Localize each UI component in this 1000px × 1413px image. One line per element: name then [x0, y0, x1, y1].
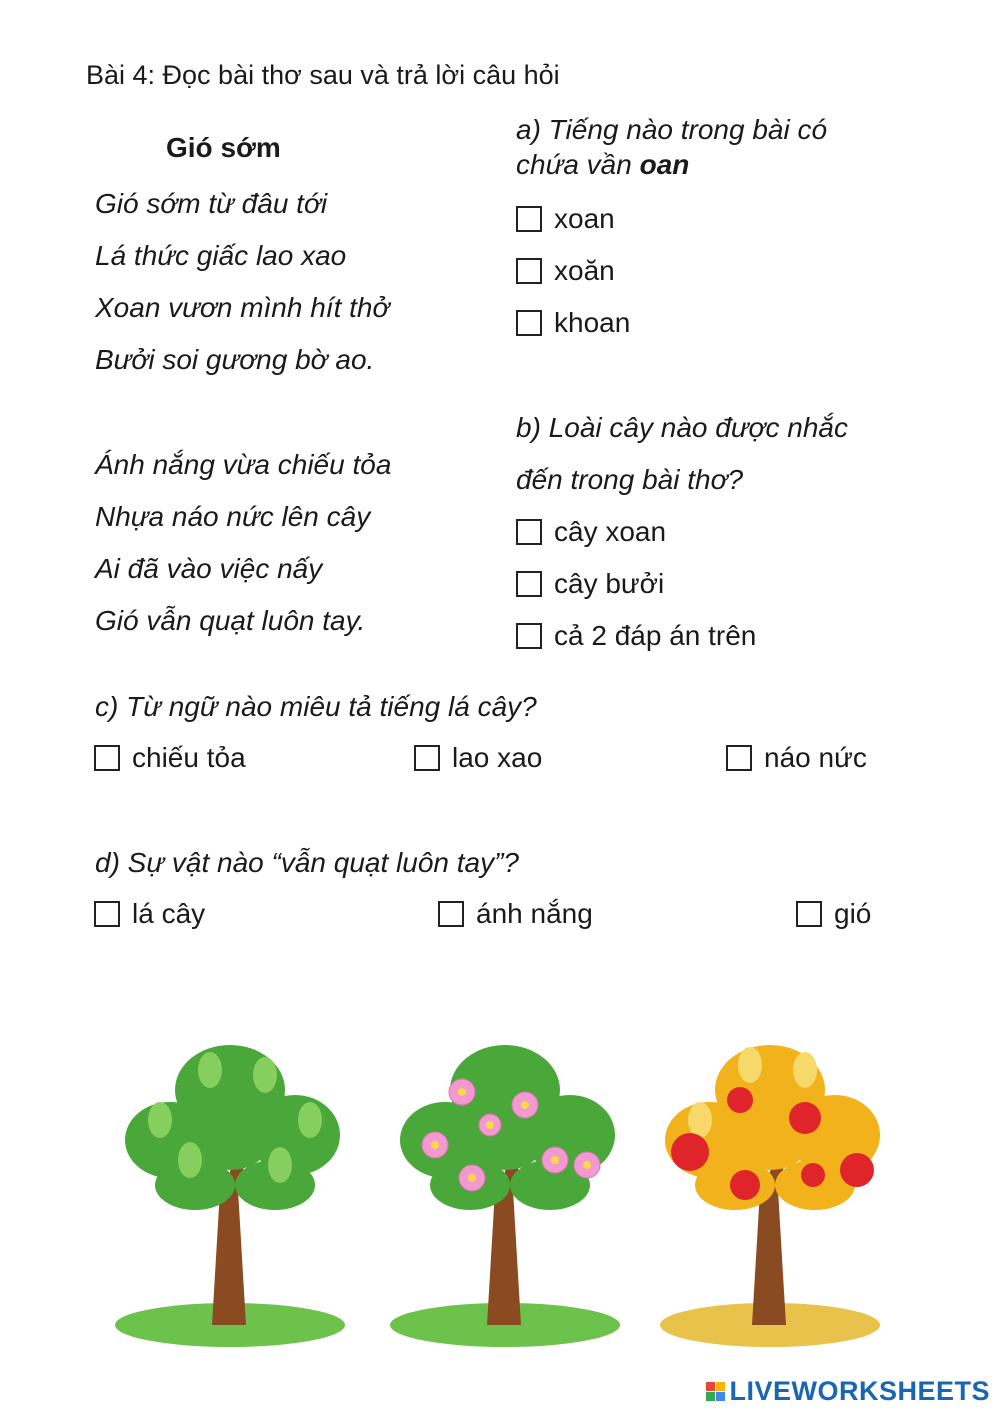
checkbox[interactable]	[414, 745, 440, 771]
option-label: cây xoan	[554, 516, 667, 547]
blossom-tree-image	[390, 1045, 620, 1347]
option-label: xoăn	[554, 255, 615, 286]
option-c-3[interactable]	[726, 742, 867, 774]
question-a-line1: a) Tiếng nào trong bài có	[516, 114, 828, 145]
checkbox[interactable]	[516, 571, 542, 597]
option-label: ánh nắng	[476, 898, 593, 929]
option-d-2[interactable]	[438, 898, 593, 930]
checkbox[interactable]	[516, 519, 542, 545]
question-a	[516, 112, 827, 182]
poem-line: Ánh nắng vừa chiếu tỏa	[95, 449, 392, 480]
brand-text: LIVEWORKSHEETS	[729, 1376, 990, 1406]
exercise-heading: Bài 4: Đọc bài thơ sau và trả lời câu hỏi	[86, 60, 560, 90]
poem-title: Gió sớm	[166, 132, 281, 163]
option-label: lá cây	[132, 898, 206, 929]
checkbox[interactable]	[796, 901, 822, 927]
poem-line: Bưởi soi gương bờ ao.	[95, 344, 375, 375]
checkbox[interactable]	[726, 745, 752, 771]
option-d-1[interactable]	[94, 898, 205, 930]
question-a-line2	[516, 147, 827, 182]
poem-line: Lá thức giấc lao xao	[95, 240, 347, 271]
checkbox[interactable]	[516, 258, 542, 284]
option-b-1[interactable]	[516, 516, 666, 548]
poem-line: Ai đã vào việc nấy	[95, 553, 323, 584]
checkbox[interactable]	[516, 623, 542, 649]
poem-line: Xoan vươn mình hít thở	[95, 292, 390, 323]
question-a-rhyme: oan	[639, 149, 690, 180]
apple-tree-image	[660, 1045, 880, 1347]
option-c-1[interactable]	[94, 742, 246, 774]
question-d: d) Sự vật nào “vẫn quạt luôn tay”?	[95, 847, 519, 878]
option-label: gió	[834, 898, 872, 929]
checkbox[interactable]	[94, 745, 120, 771]
option-a-3[interactable]	[516, 307, 630, 339]
checkbox[interactable]	[516, 206, 542, 232]
green-tree-image	[115, 1045, 345, 1347]
tree-illustrations	[100, 1020, 920, 1350]
checkbox[interactable]	[516, 310, 542, 336]
option-d-3[interactable]	[796, 898, 871, 930]
option-label: khoan	[554, 307, 631, 338]
option-b-3[interactable]	[516, 620, 756, 652]
question-b-line1: b) Loài cây nào được nhắc	[516, 412, 848, 443]
option-label: cây bưởi	[554, 568, 665, 599]
liveworksheets-logo	[706, 1376, 990, 1407]
poem-line: Gió sớm từ đâu tới	[95, 188, 328, 219]
option-c-2[interactable]	[414, 742, 542, 774]
option-b-2[interactable]	[516, 568, 664, 600]
checkbox[interactable]	[94, 901, 120, 927]
logo-blocks-icon	[706, 1382, 725, 1401]
option-label: chiếu tỏa	[132, 742, 246, 773]
poem-line: Nhựa náo nức lên cây	[95, 501, 371, 532]
question-a-line2-prefix: chứa vần	[516, 149, 640, 180]
option-a-2[interactable]	[516, 255, 615, 287]
checkbox[interactable]	[438, 901, 464, 927]
option-label: lao xao	[452, 742, 543, 773]
question-b-line2: đến trong bài thơ?	[516, 464, 744, 495]
option-a-1[interactable]	[516, 203, 615, 235]
question-c: c) Từ ngữ nào miêu tả tiếng lá cây?	[95, 691, 537, 722]
option-label: xoan	[554, 203, 615, 234]
poem-line: Gió vẫn quạt luôn tay.	[95, 605, 366, 636]
option-label: náo nức	[764, 742, 867, 773]
option-label: cả 2 đáp án trên	[554, 620, 757, 651]
